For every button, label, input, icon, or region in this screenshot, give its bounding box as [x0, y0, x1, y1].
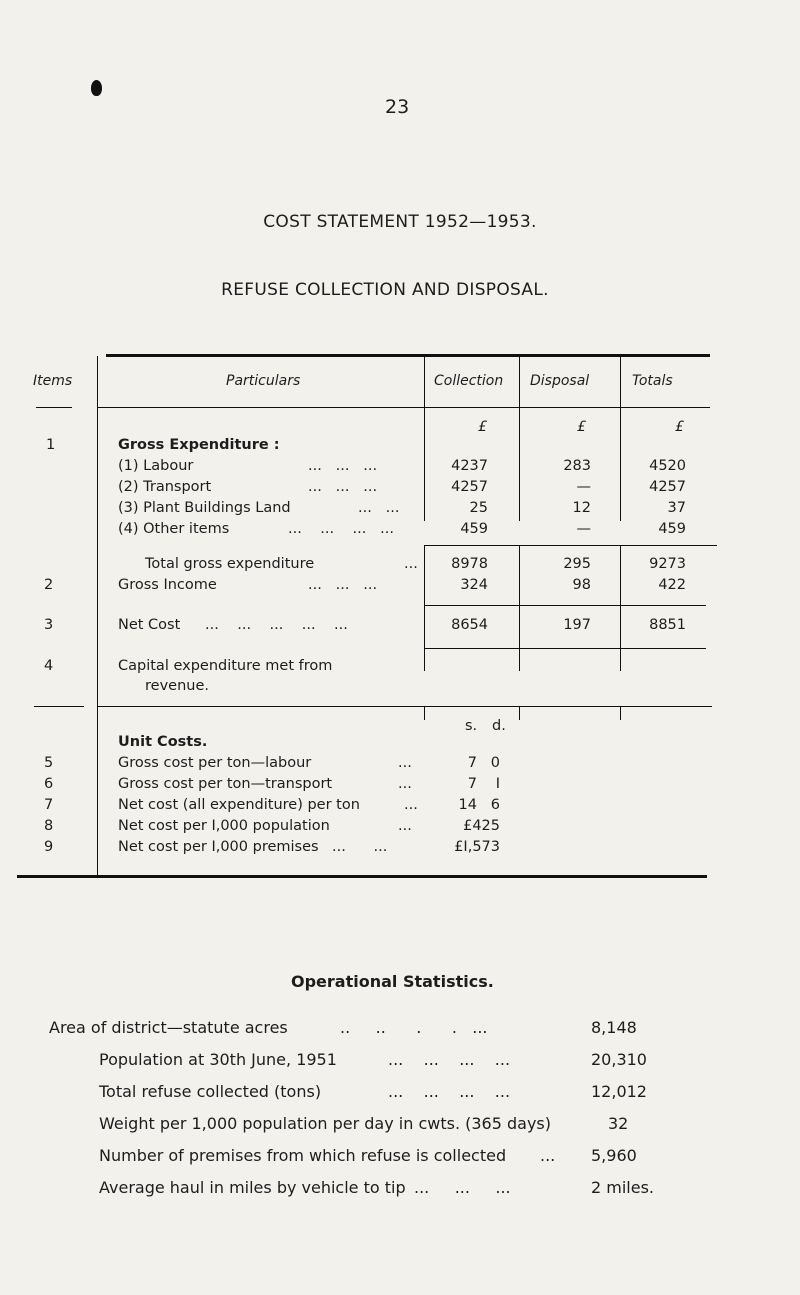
totals-column-divider: [620, 356, 621, 408]
item-number: 9: [44, 839, 54, 855]
leader-dots: ... ... ...: [308, 479, 378, 495]
leader-dots: ... ... ... ...: [388, 1082, 511, 1101]
income-collection: 324: [460, 577, 488, 593]
unit-cost-value: £425: [463, 818, 500, 834]
unit-tick-totals: [620, 706, 621, 720]
disposal-value: —: [576, 479, 591, 495]
leader-dots: ... ... ... ...: [288, 521, 395, 537]
net-cost-bottom-rule: [424, 648, 706, 649]
item-number: 5: [44, 755, 54, 771]
pence-value: I: [495, 776, 500, 792]
stat-value: 20,310: [591, 1050, 647, 1069]
totals-value: 459: [658, 521, 686, 537]
leader-dots: ... ... ...: [414, 1178, 511, 1197]
collection-value: 459: [460, 521, 488, 537]
stat-label: Area of district—statute acres: [49, 1018, 288, 1037]
page-number: 23: [385, 96, 410, 118]
shillings-value: 14: [458, 797, 477, 813]
shillings-header: s.: [465, 718, 478, 734]
pence-value: 6: [490, 797, 500, 813]
total-totals: 9273: [649, 556, 686, 572]
items-unit-rule: [34, 706, 84, 707]
currency-disposal: £: [577, 419, 586, 435]
stat-label: Weight per 1,000 population per day in cwts. (365 days): [99, 1114, 551, 1133]
totals-value: 4257: [649, 479, 686, 495]
disposal-value: 12: [572, 500, 591, 516]
gross-expenditure-heading: Gross Expenditure :: [118, 437, 280, 453]
item-number: 3: [44, 617, 54, 633]
leader-dots: ...: [398, 818, 412, 834]
leader-dots: ... ... ... ... ...: [205, 617, 348, 633]
pence-header: d.: [492, 718, 506, 734]
shillings-value: 7: [467, 776, 477, 792]
unit-tick-collection: [424, 706, 425, 720]
page-subtitle: REFUSE COLLECTION AND DISPOSAL.: [221, 280, 549, 300]
total-collection: 8978: [451, 556, 488, 572]
leader-dots: .. .. . . ...: [340, 1018, 488, 1037]
total-gross-label: Total gross expenditure: [145, 556, 315, 572]
unit-cost-label: Gross cost per ton—transport: [118, 776, 333, 792]
leader-dots: ... ... ...: [308, 458, 378, 474]
row-label: (3) Plant Buildings Land: [118, 500, 291, 516]
totals-value: 4520: [649, 458, 686, 474]
unit-tick-disposal: [519, 706, 520, 720]
item-number: 1: [46, 437, 56, 453]
header-particulars: Particulars: [226, 373, 301, 389]
item-number: 2: [44, 577, 54, 593]
total-disposal: 295: [563, 556, 591, 572]
stat-value: 32: [608, 1114, 629, 1133]
leader-dots: ... ... ... ...: [388, 1050, 511, 1069]
unit-cost-label: Net cost per I,000 population: [118, 818, 330, 834]
leader-dots: ... ...: [332, 839, 388, 855]
totals-value: 37: [667, 500, 686, 516]
stat-label: Population at 30th June, 1951: [99, 1050, 337, 1069]
item-number: 7: [44, 797, 54, 813]
items-column-divider: [97, 356, 98, 876]
stat-label: Number of premises from which refuse is collected: [99, 1146, 507, 1165]
leader-dots: ... ... ...: [308, 577, 378, 593]
header-items: Items: [33, 373, 73, 389]
header-totals: Totals: [632, 373, 673, 389]
income-totals: 422: [658, 577, 686, 593]
disposal-column-divider: [519, 356, 520, 408]
item-number: 8: [44, 818, 54, 834]
shillings-value: 7: [467, 755, 477, 771]
unit-costs-heading: Unit Costs.: [118, 734, 208, 750]
collection-value: 4237: [451, 458, 488, 474]
collection-value: 4257: [451, 479, 488, 495]
row-label: (4) Other items: [118, 521, 230, 537]
item-number: 4: [44, 658, 54, 674]
stat-label: Total refuse collected (tons): [99, 1082, 322, 1101]
subtotal-rule: [424, 545, 717, 546]
unit-cost-label: Net cost per I,000 premises: [118, 839, 319, 855]
capital-expenditure-label-cont: revenue.: [145, 678, 209, 694]
leader-dots: ...: [398, 776, 412, 792]
row-label: (2) Transport: [118, 479, 212, 495]
item-number: 6: [44, 776, 54, 792]
unit-cost-value: £I,573: [454, 839, 500, 855]
leader-dots: ...: [404, 797, 418, 813]
stat-value: 12,012: [591, 1082, 647, 1101]
gross-income-label: Gross Income: [118, 577, 217, 593]
operational-heading: Operational Statistics.: [291, 972, 494, 991]
leader-dots: ...: [540, 1146, 556, 1165]
currency-totals: £: [675, 419, 684, 435]
leader-dots: ...: [404, 556, 418, 572]
disposal-value: —: [576, 521, 591, 537]
net-cost-label: Net Cost: [118, 617, 181, 633]
leader-dots: ... ...: [358, 500, 400, 516]
stat-value: 5,960: [591, 1146, 637, 1165]
unit-cost-label: Net cost (all expenditure) per ton: [118, 797, 360, 813]
page-title: COST STATEMENT 1952—1953.: [263, 212, 537, 232]
leader-dots: ...: [398, 755, 412, 771]
net-cost-rule: [424, 605, 706, 606]
header-rule: [98, 407, 710, 408]
stat-value: 8,148: [591, 1018, 637, 1037]
table-bottom-rule: [17, 875, 707, 878]
income-disposal: 98: [572, 577, 591, 593]
disposal-value: 283: [563, 458, 591, 474]
unit-cost-label: Gross cost per ton—labour: [118, 755, 312, 771]
stat-value: 2 miles.: [591, 1178, 655, 1197]
net-collection: 8654: [451, 617, 488, 633]
ink-blot-mark: [91, 80, 102, 96]
pence-value: 0: [490, 755, 500, 771]
collection-column-divider: [424, 356, 425, 408]
header-collection: Collection: [434, 373, 504, 389]
header-disposal: Disposal: [530, 373, 590, 389]
items-header-rule: [36, 407, 72, 408]
capital-expenditure-label: Capital expenditure met from: [118, 658, 333, 674]
net-totals: 8851: [649, 617, 686, 633]
net-disposal: 197: [563, 617, 591, 633]
row-label: (1) Labour: [118, 458, 194, 474]
collection-value: 25: [469, 500, 488, 516]
stat-label: Average haul in miles by vehicle to tip: [99, 1178, 406, 1197]
currency-collection: £: [478, 419, 487, 435]
